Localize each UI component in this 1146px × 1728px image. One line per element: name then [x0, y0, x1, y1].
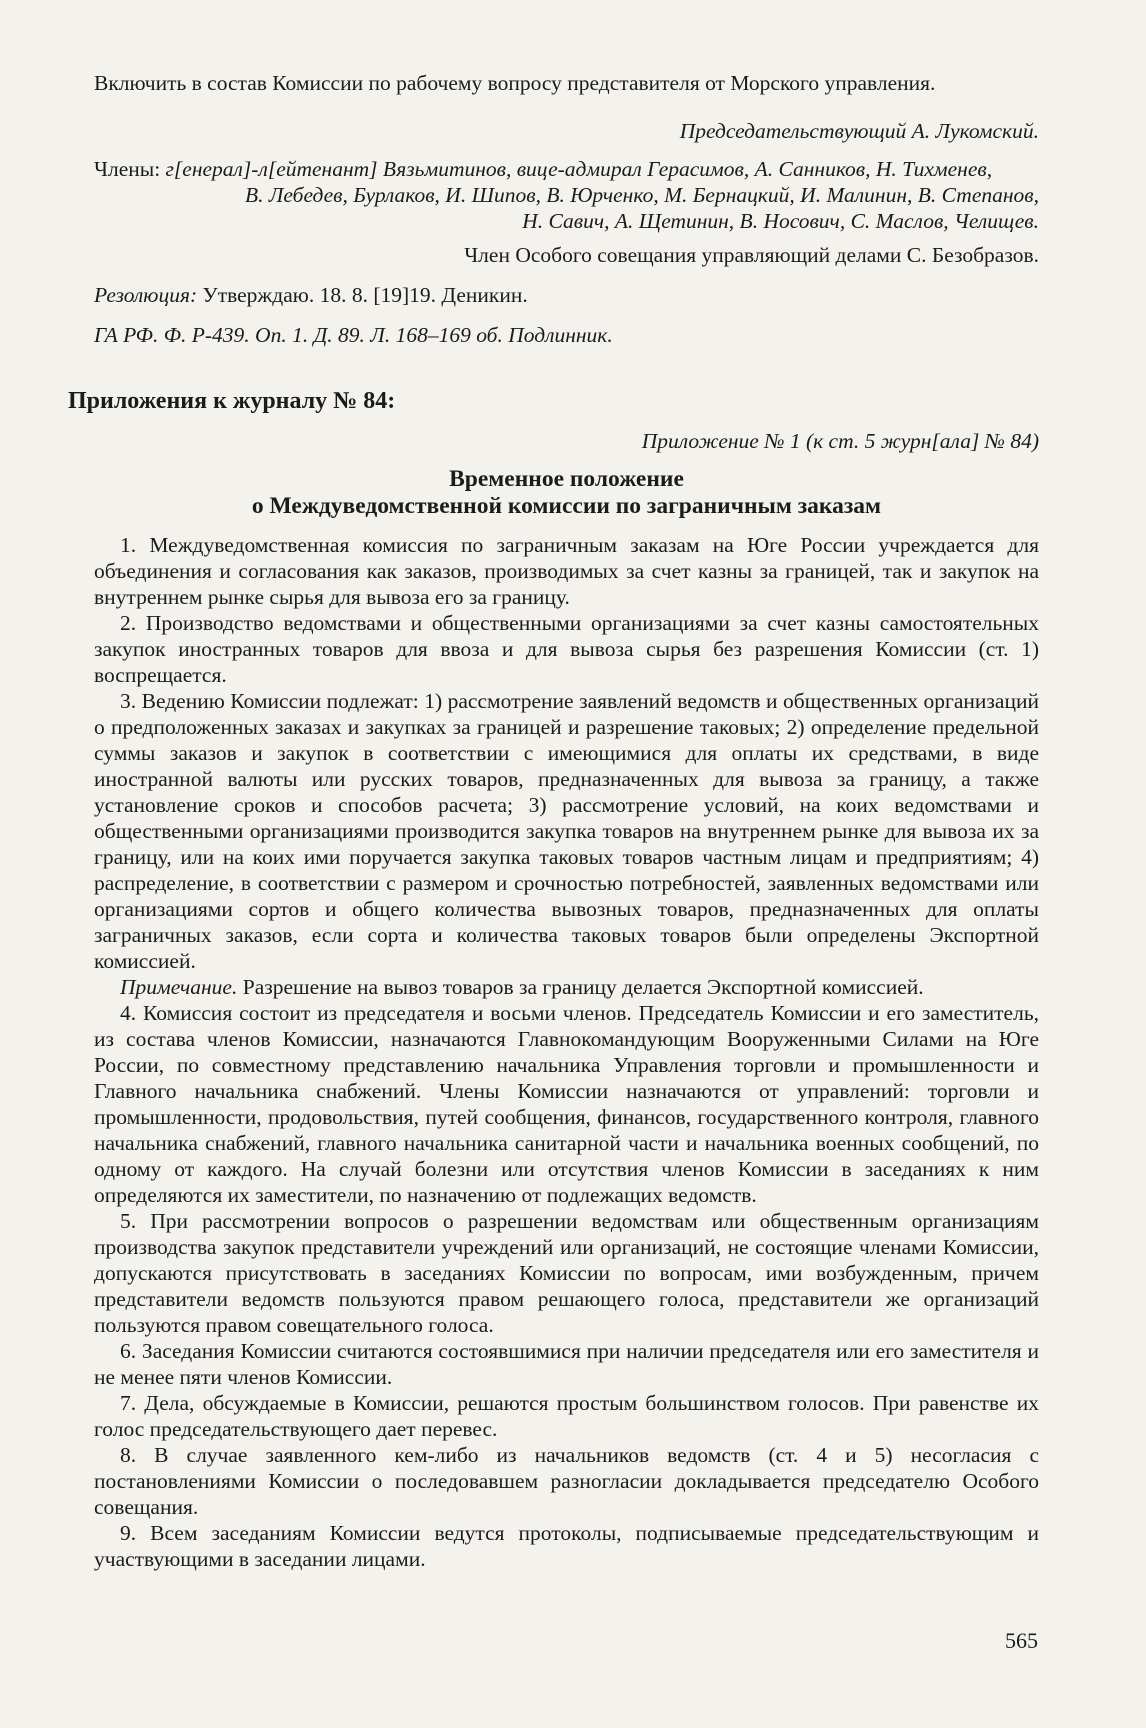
- paragraph-9: 9. Всем заседаниям Комиссии ведутся протоколы, подписываемые председательствующим и участвующими в заседании лицами.: [94, 1521, 1039, 1571]
- members-block: [94, 156, 1039, 234]
- paragraph-8: 8. В случае заявленного кем-либо из начальников ведомств (ст. 4 и 5) несогласия с постановлениями Комиссии о последовавшем разногласии докладывается председателю Особого совещания.: [94, 1443, 1039, 1519]
- document-title-line-2: о Междуведомственной комиссии по заграничным заказам: [251, 493, 882, 519]
- paragraph-2: 2. Производство ведомствами и общественными организациями за счет казны самостоятельных закупок иностранных товаров для ввоза и для вывоза сырья без разрешения Комиссии (ст. 1) воспрещается.: [94, 611, 1039, 687]
- paragraph-4: 4. Комиссия состоит из председателя и восьми членов. Председатель Комиссии и его заместитель, из состава членов Комиссии, назначаются Главнокомандующим Вооруженными Силами на Юге России, по совместному представлению начальника Управления торговли и промышленности и Главного начальника снабжений. Члены Комиссии назначаются от управлений: торговли и промышленности, продовольствия, путей сообщения, финансов, государственного контроля, главного начальника снабжений, главного начальника санитарной части и начальника военных сообщений, по одному от каждого. На случай болезни или отсутствия членов Комиссии в заседаниях к ним определяются их заместители, по назначению от подлежащих ведомств.: [94, 1001, 1039, 1207]
- document-title: [94, 466, 1039, 520]
- resolution-text: Утверждаю. 18. 8. [19]19. Деникин.: [202, 283, 528, 307]
- note-text: Разрешение на вывоз товаров за границу делается Экспортной комиссией.: [242, 975, 924, 999]
- section-heading: Приложения к журналу № 84:: [68, 388, 396, 414]
- chair-signature: Председательствующий А. Лукомский.: [679, 119, 1039, 143]
- resolution: [94, 282, 1039, 308]
- members-line-3: Н. Савич, А. Щетинин, В. Носович, С. Маслов, Челищев.: [522, 209, 1039, 233]
- paragraph-6: 6. Заседания Комиссии считаются состоявшимися при наличии председателя или его заместителя и не менее пяти членов Комиссии.: [94, 1339, 1039, 1389]
- note: [94, 974, 1039, 1000]
- archive-reference: ГА РФ. Ф. Р-439. Оп. 1. Д. 89. Л. 168–169 об. Подлинник.: [94, 323, 613, 347]
- members-label: Члены:: [94, 157, 161, 181]
- members-line-2: В. Лебедев, Бурлаков, И. Шипов, В. Юрченко, М. Бернацкий, И. Малинин, В. Степанов,: [244, 183, 1039, 207]
- resolution-label: Резолюция:: [94, 283, 198, 307]
- top-fragment: Включить в состав Комиссии по рабочему вопросу представителя от Морского управления.: [94, 71, 936, 95]
- paragraph-7: 7. Дела, обсуждаемые в Комиссии, решаются простым большинством голосов. При равенстве их голос председательствующего дает перевес.: [94, 1391, 1039, 1441]
- members-names-1: г[енерал]-л[ейтенант] Вязьмитинов, вице-адмирал Герасимов, А. Санников, Н. Тихменев,: [165, 157, 993, 181]
- note-label: Примечание.: [120, 975, 238, 999]
- paragraph-3: 3. Ведению Комиссии подлежат: 1) рассмотрение заявлений ведомств и общественных организаций о предположенных заказах и закупках за границей и разрешение таковых; 2) определение предельной суммы заказов и закупок в соответствии с имеющимися для оплаты их средствами, в виде иностранной валюты или русских товаров, предназначенных для вывоза за границу, а также установление сроков и способов расчета; 3) рассмотрение условий, на коих ведомствами и общественными организациями производится закупка товаров на внутреннем рынке для вывоза их за границу, или на коих ими поручается закупка таковых товаров частным лицам и предприятиям; 4) распределение, в соответствии с размером и срочностью потребностей, заявленных ведомствами или организациями сортов и общего количества вывозных товаров, предназначенных для оплаты заграничных заказов, если сорта и количества таковых товаров были определены Экспортной комиссией.: [94, 689, 1039, 973]
- page-content: [68, 70, 1039, 1572]
- members-line-1: [94, 156, 1039, 182]
- paragraph-5: 5. При рассмотрении вопросов о разрешении ведомствам или общественным организациям производства закупок представители учреждений или организаций, не состоящие членами Комиссии, допускаются присутствовать в заседаниях Комиссии по вопросам, ими возбужденным, причем представители ведомств пользуются правом решающего голоса, представители же организаций пользуются правом совещательного голоса.: [94, 1209, 1039, 1337]
- document-title-line-1: Временное положение: [449, 466, 684, 492]
- member-signature: Член Особого совещания управляющий делами С. Безобразов.: [464, 243, 1039, 267]
- paragraph-1: 1. Междуведомственная комиссия по заграничным заказам на Юге России учреждается для объединения и согласования как заказов, производимых за счет казны за границей, так и закупок на внутреннем рынке сырья для вывоза его за границу.: [94, 533, 1039, 609]
- page-number: 565: [1005, 1628, 1038, 1653]
- appendix-reference: Приложение № 1 (к ст. 5 журн[ала] № 84): [641, 429, 1039, 453]
